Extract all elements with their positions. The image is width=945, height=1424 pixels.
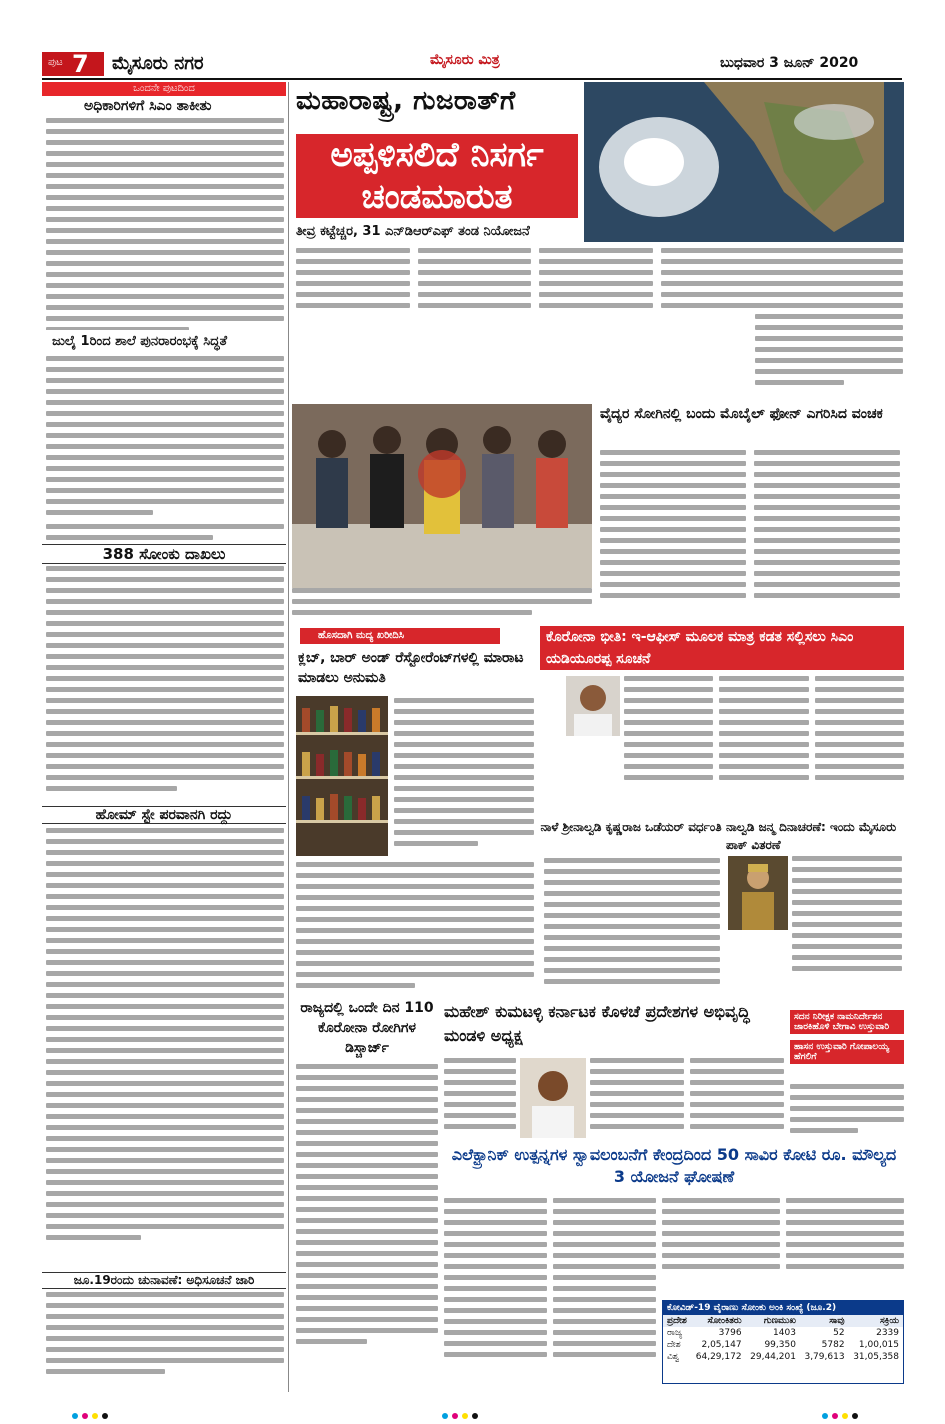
covid-cell: ವಿಶ್ವ [667,1352,680,1362]
page-label: ಪುಟ [48,57,63,68]
birthday-body [792,856,902,996]
discharge-body [296,1064,438,1384]
lead-headline: ಮಹಾರಾಷ್ಟ್ರ, ಗುಜರಾತ್‌ಗೆ [296,86,516,116]
page-number-badge [42,52,104,76]
bar-headline: ಕ್ಲಬ್, ಬಾರ್ ಅಂಡ್ ರೆಸ್ಟೋರೆಂಟ್‌ಗಳಲ್ಲಿ ಮಾರಾಟ ಮಾಡಲು ಅನುಮತಿ [298,650,524,686]
photo-caption [292,588,592,622]
story-body-election [46,1292,284,1384]
bar-body-2 [296,862,534,994]
covid-cell: 3796 [718,1328,742,1338]
covid-cell: 99,350 [764,1340,796,1350]
covid-col-header: ಗುಣಮುಖ [763,1316,796,1326]
mahesh-body-left [444,1058,516,1138]
masthead: ಮೈಸೂರು ಮಿತ್ರ [430,52,500,68]
wadiyar-body [544,858,720,998]
story-heading-cm: ಅಧಿಕಾರಿಗಳಿಗೆ ಸಿಎಂ ತಾಕೀತು [84,98,212,114]
news-brief-box [790,1010,904,1070]
covid-cell: 29,44,201 [750,1352,796,1362]
page-number: 7 [72,50,89,78]
story-heading-homestay: ಹೋಮ್ ಸ್ಟೇ ಪರವಾನಗಿ ರದ್ದು [42,806,286,824]
corona-eoffice-body [624,676,904,816]
electronics-body-2 [662,1198,904,1294]
story-body-school [46,356,284,522]
discharge-headline: ರಾಜ್ಯದಲ್ಲಿ ಒಂದೇ ದಿನ 110 ಕೊರೋನಾ ರೋಗಿಗಳ ಡಿಸ್ಚಾರ್ಜ್ [300,1000,434,1056]
bar-kicker: ಹೊಸದಾಗಿ ಮದ್ಯ ಖರೀದಿಸಿ [300,628,500,644]
continued-label: ಒಂದನೇ ಪುಟದಿಂದ [42,82,286,96]
story-body-cases [46,566,284,804]
story-heading-cases: 388 ಸೋಂಕು ದಾಖಲು [42,544,286,564]
covid-cell: 1,00,015 [858,1340,899,1350]
covid-cell: 2339 [876,1328,899,1338]
lead-body-right [755,248,903,396]
phone-theft-body [600,450,900,622]
lead-subhead: ತೀವ್ರ ಕಟ್ಟೆಚ್ಚರ, 31 ಎನ್‌ಡಿಆರ್‌ಎಫ್ ತಂಡ ನಿಯೋಜನೆ [296,224,530,239]
covid-cell: ದೇಶ [667,1340,681,1350]
section-title: ಮೈಸೂರು ನಗರ [112,53,204,74]
story-heading-election: ಜೂ.19ರಂದು ಚುನಾವಣೆ: ಅಧಿಸೂಚನೆ ಜಾರಿ [42,1272,286,1289]
covid-table-title: ಕೋವಿಡ್-19 ವೈರಾಣು ಸೋಂಕು ಅಂಕಿ ಸಂಖ್ಯೆ (ಜೂ.2) [663,1301,903,1315]
electronics-body [444,1198,656,1384]
birthday-headline: ನಾಲ್ವಡಿ ಜನ್ಮ ದಿನಾಚರಣೆ: ಇಂದು ಮೈಸೂರು ಪಾಕ್ ವಿತರಣೆ [726,820,897,852]
print-registration-marks [820,1404,860,1423]
bar-body [394,698,534,854]
side-item-2: ಹಾಸನ ಉಸ್ತುವಾರಿ ಗೋಪಾಲಯ್ಯ ಹೆಗಲಿಗೆ [790,1040,904,1064]
header-rule [42,78,902,80]
mahesh-headline: ಮಹೇಶ್ ಕುಮಟಳ್ಳಿ ಕರ್ನಾಟಕ ಕೊಳಚೆ ಪ್ರದೇಶಗಳ ಅಭಿವೃದ್ಧಿ ಮಂಡಳಿ ಅಧ್ಯಕ್ಷ [444,1002,750,1045]
covid-stats-table [662,1300,904,1384]
table-row [663,1339,903,1351]
page-date: ಬುಧವಾರ 3 ಜೂನ್ 2020 [720,55,859,71]
lead-headline-red: ಅಪ್ಪಳಿಸಲಿದೆ ನಿಸರ್ಗ ಚಂಡಮಾರುತ [296,134,578,218]
story-body-school-2 [46,524,284,544]
column-divider [288,82,289,1392]
covid-cell: 2,05,147 [701,1340,742,1350]
corona-eoffice-headline: ಕೊರೋನಾ ಭೀತಿ: ಇ-ಆಫೀಸ್ ಮೂಲಕ ಮಾತ್ರ ಕಡತ ಸಲ್ಲಿಸಲು ಸಿಎಂ ಯಡಿಯೂರಪ್ಪ ಸೂಚನೆ [540,626,904,670]
covid-cell: ರಾಜ್ಯ [667,1328,683,1338]
covid-cell: 5782 [821,1340,845,1350]
story-body-homestay [46,828,284,1268]
celebration-photo [292,404,592,588]
print-registration-marks [70,1404,110,1423]
covid-cell: 1403 [773,1328,796,1338]
phone-theft-headline: ವೈದ್ಯರ ಸೋಗಿನಲ್ಲಿ ಬಂದು ಮೊಬೈಲ್ ಫೋನ್ ಎಗರಿಸಿದ ವಂಚಕ [600,406,883,422]
covid-table-header-row [663,1315,903,1327]
side-box-body [790,1084,904,1140]
liquor-shelf-photo [296,696,388,856]
covid-col-header: ಸೋಂಕಿತರು [707,1316,742,1326]
covid-col-header: ಸಕ್ರಿಯ [879,1316,899,1326]
mahesh-body [590,1058,784,1138]
side-item-1: ಸದನ ನಿರೀಕ್ಷಕ ನಾಮನಿರ್ದೇಶನ ಜಾರಕಿಹೊಳಿ ಬೇಗಾವಿ ಉಸ್ತುವಾರಿ [790,1010,904,1034]
covid-cell: 31,05,358 [853,1352,899,1362]
covid-col-header: ಸಾವು [829,1316,845,1326]
story-heading-school: ಜುಲೈ 1ರಿಂದ ಶಾಲೆ ಪುನರಾರಂಭಕ್ಕೆ ಸಿದ್ಧತೆ [52,334,227,349]
print-registration-marks [440,1404,480,1423]
wadiyar-headline: ನಾಳೆ ಶ್ರೀನಾಲ್ವಡಿ ಕೃಷ್ಣರಾಜ ಒಡೆಯರ್ ವರ್ಧಂತಿ [540,820,722,834]
table-row [663,1327,903,1339]
cyclone-satellite-image [584,82,904,242]
covid-cell: 64,29,172 [695,1352,742,1362]
mahesh-photo [520,1058,586,1138]
wadiyar-portrait [728,856,788,930]
electronics-headline: ಎಲೆಕ್ಟ್ರಾನಿಕ್ ಉತ್ಪನ್ನಗಳ ಸ್ವಾವಲಂಬನೆಗೆ ಕೇಂದ್ರದಿಂದ 50 ಸಾವಿರ ಕೋಟಿ ರೂ. ಮೌಲ್ಯದ 3 ಯೋಜನೆ ಘೋಷಣೆ [444,1144,904,1188]
story-body-cm [46,118,284,330]
yediyurappa-photo [566,676,620,736]
table-row [663,1351,903,1363]
covid-cell: 3,79,613 [804,1352,845,1362]
covid-cell: 52 [833,1328,845,1338]
covid-col-header: ಪ್ರದೇಶ [667,1316,687,1326]
